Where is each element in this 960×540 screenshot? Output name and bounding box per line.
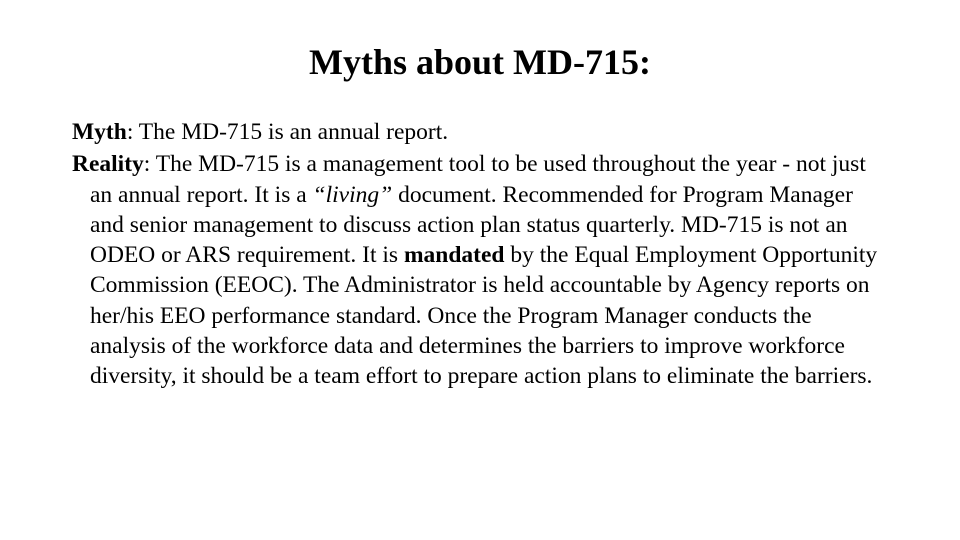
- slide-body: [72, 117, 882, 392]
- myth-label: Myth: [72, 119, 127, 145]
- myth-text: : The MD-715 is an annual report.: [126, 119, 449, 145]
- living-emphasis: “living”: [312, 181, 393, 208]
- reality-text-part-3: by the Equal Employment Opportunity Commission (EEOC). The Administrator is held accountable by Agency reports on her/his EEO performance standard. Once the Program Manager conducts the analysis of the workforce data and determines the barriers to improve workforce diversity, it should be a team effort to prepare action plans to eliminate the barriers.: [90, 242, 878, 390]
- reality-text-part-1: : The MD-715 is a management tool to be used throughout the year - not just an annual report. It is a: [90, 151, 866, 208]
- reality-text-part-2: document. Recommended for Program Manager and senior management to discuss action plan status quarterly. MD-715 is not an ODEO or ARS requirement. It is: [90, 181, 853, 269]
- slide-title: Myths about MD-715:: [309, 42, 651, 82]
- reality-label: Reality: [72, 151, 144, 178]
- reality-paragraph: [72, 149, 882, 391]
- myth-paragraph: [72, 117, 882, 147]
- mandated-emphasis: mandated: [403, 242, 505, 269]
